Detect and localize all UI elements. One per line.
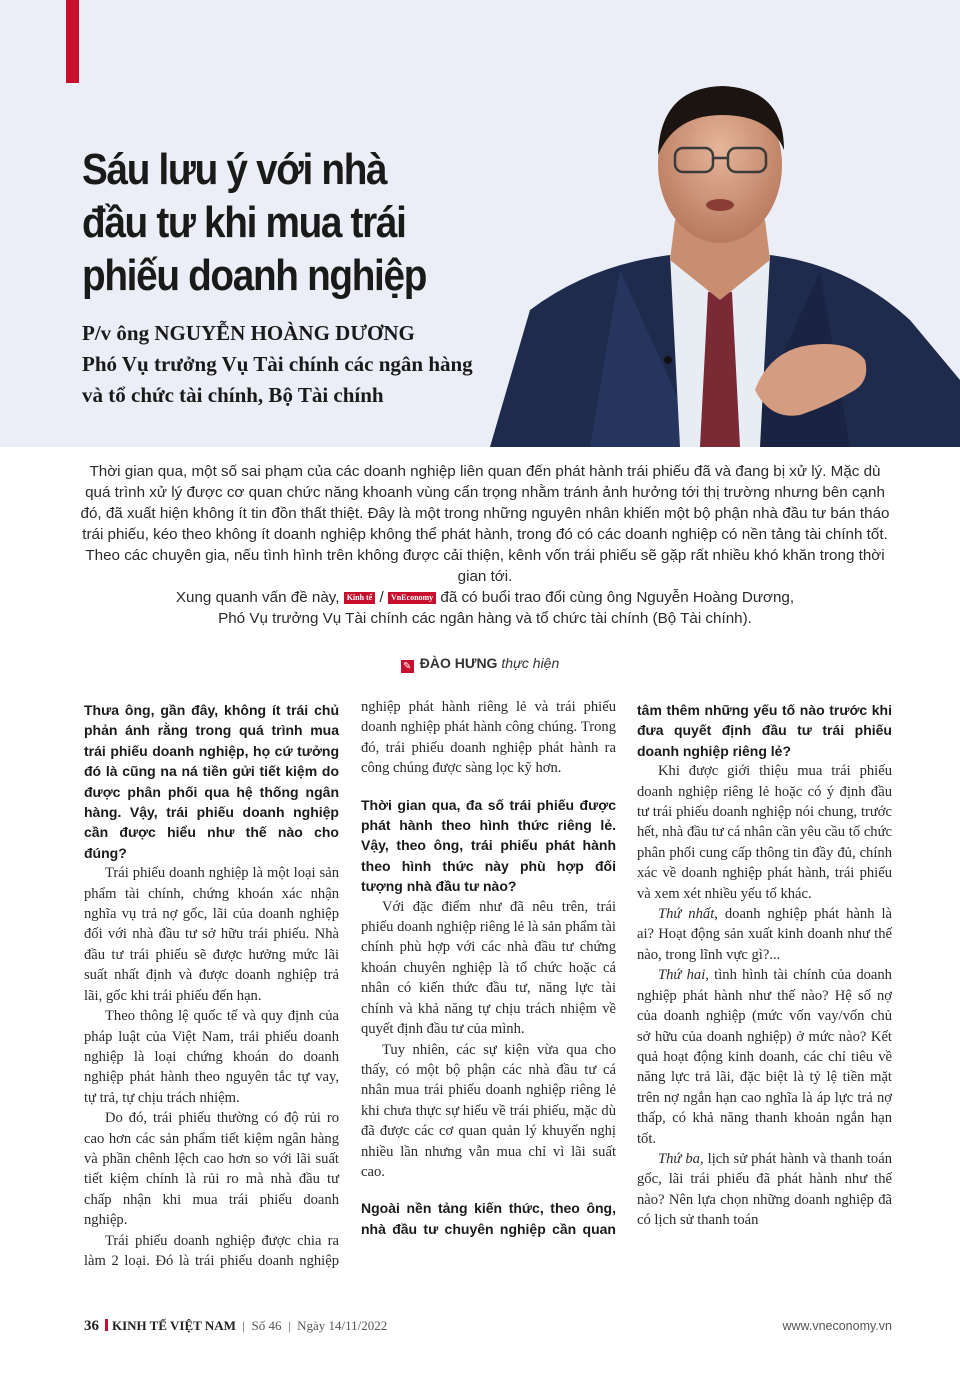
accent-bar xyxy=(66,0,79,83)
vneconomy-logo: VnEconomy xyxy=(388,592,436,604)
answer-1-paragraph-2: Theo thông lệ quốc tế và quy định của pháp luật của Việt Nam, trái phiếu doanh nghiệp là loại chứng khoán do doanh nghiệp phát hành theo nguyên tắc tự vay, tự trả, tự chịu trách nhiệm. xyxy=(84,1008,339,1106)
answer-3-paragraph-2: Thứ nhất, doanh nghiệp phát hành là ai? Hoạt động sản xuất kinh doanh như thế nào, trong lĩnh vực gì?... xyxy=(637,906,892,963)
column-2 xyxy=(361,697,616,1239)
answer-1-paragraph-4: Trái phiếu doanh nghiệp được chia ra làm 2 loại. Đó là trái phiếu doanh nghiệp xyxy=(84,1232,339,1269)
interviewee-photo xyxy=(470,60,960,447)
question-1: Thưa ông, gần đây, không ít trái chủ phản ánh rằng trong quá trình mua trái phiếu doanh nghiệp, họ cứ tưởng đó là cũng na ná tiền gửi tiết kiệm do được phân phối qua hệ thống ngân hàng. Vậy, trái phiếu doanh nghiệp cần được hiểu như thế nào cho đúng? xyxy=(84,702,339,861)
lead-paragraph xyxy=(80,461,890,629)
answer-2-paragraph-2: Tuy nhiên, các sự kiện vừa qua cho thấy, có một bộ phận các nhà đầu tư cá nhân mua trái phiếu doanh nghiệp riêng lẻ khi chưa thực sự hiểu về trái phiếu, mặc dù đã được các cơ quan quản lý khuyến nghị nhiều lần nhưng vẫn mua chỉ vì lãi suất cao. xyxy=(361,1041,616,1180)
answer-1-paragraph-4-cont: nghiệp phát hành riêng lẻ và trái phiếu doanh nghiệp phát hành công chúng. Trong đó, trái phiếu doanh nghiệp phát hành ra công chúng được sàng lọc kỹ hơn. xyxy=(361,699,616,777)
kinh-te-logo: Kinh tế xyxy=(344,592,376,604)
interviewee-block xyxy=(82,318,502,411)
page-footer: 36 KINH TẾ VIỆT NAM | Số 46 | Ngày 14/11/2022 www.vneconomy.vn xyxy=(84,1318,892,1334)
author-name: ĐÀO HƯNG xyxy=(419,655,498,671)
answer-3-paragraph-4: Thứ ba, lịch sử phát hành và thanh toán gốc, lãi trái phiếu đã phát hành như thế nào? Nên lựa chọn những doanh nghiệp đã có lịch sử thanh toán xyxy=(637,1150,892,1229)
interviewee-title-2: và tổ chức tài chính, Bộ Tài chính xyxy=(82,383,384,407)
interviewee-name: P/v ông NGUYỄN HOÀNG DƯƠNG xyxy=(82,321,415,345)
answer-2-paragraph-1: Với đặc điểm như đã nêu trên, trái phiếu doanh nghiệp riêng lẻ là sản phẩm tài chính phù hợp với các nhà đầu tư chứng khoán chuyên nghiệp là tổ chức hoặc cá nhân có kiến thức đầu tư, năng lực tài chính và khả năng tự chịu trách nhiệm về quyết định đầu tư của mình. xyxy=(361,898,616,1038)
question-3-cont: tâm thêm những yếu tố nào trước khi đưa quyết định đầu tư trái phiếu doanh nghiệp riêng lẻ? xyxy=(637,702,892,759)
article-title: Sáu lưu ý với nhà đầu tư khi mua trái phiếu doanh nghiệp xyxy=(82,145,427,300)
answer-3-paragraph-1: Khi được giới thiệu mua trái phiếu doanh nghiệp riêng lẻ hoặc có ý định đầu tư trái phiếu doanh nghiệp nói chung, trước hết, nhà đầu tư cá nhân cần yêu cầu tổ chức phân phối cung cấp thông tin đầy đủ, chính xác về doanh nghiệp phát hành, trái phiếu và xem xét nhiều yếu tố khác. xyxy=(637,763,892,902)
lead-text: Thời gian qua, một số sai phạm của các doanh nghiệp liên quan đến phát hành trái phiếu đã và đang bị xử lý. Mặc dù quá trình xử lý được cơ quan chức năng khoanh vùng cẩn trọng nhằm tránh ảnh hưởng tới thị trường nhưng bên cạnh đó, đã xuất hiện không ít tin đồn thất thiệt. Đây là một trong những nguyên nhân khiến một bộ phận nhà đầu tư bán tháo trái phiếu, kéo theo không ít doanh nghiệp không thể phát hành, trong đó có các doanh nghiệp có nền tảng tài chính tốt. Theo các chuyên gia, nếu tình hình trên không được cải thiện, kênh vốn trái phiếu sẽ gặp rất nhiều khó khăn trong thời gian tới. xyxy=(80,463,890,585)
lead-intro: Xung quanh vấn đề này, Kinh tế / VnEconomy đã có buổi trao đổi cùng ông Nguyễn Hoàng Dương, xyxy=(175,589,795,606)
question-2: Thời gian qua, đa số trái phiếu được phát hành theo hình thức riêng lẻ. Vậy, theo ông, trái phiếu phát hành theo hình thức này phù hợp đối tượng nhà đầu tư nào? xyxy=(361,796,616,895)
hero-section xyxy=(0,0,960,447)
lead-intro-2: Phó Vụ trưởng Vụ Tài chính các ngân hàng và tổ chức tài chính (Bộ Tài chính). xyxy=(218,610,752,627)
column-1 xyxy=(84,700,339,1271)
interviewee-title-1: Phó Vụ trưởng Vụ Tài chính các ngân hàng xyxy=(82,352,473,376)
byline xyxy=(0,655,960,673)
author-role: thực hiện xyxy=(501,655,560,671)
answer-3-paragraph-3: Thứ hai, tình hình tài chính của doanh nghiệp phát hành như thế nào? Hệ số nợ của doanh nghiệp (mức vốn vay/vốn chủ sở hữu của doanh nghiệp) ở mức nào? Kết quả hoạt động kinh doanh, các chỉ tiêu về năng lực trả lãi, đặc biệt là tỷ lệ tiền mặt trên nợ ngắn hạn cao nghĩa là áp lực trả nợ thấp, có khả năng thanh khoản ngắn hạn tốt. xyxy=(637,967,892,1147)
answer-1-paragraph-1: Trái phiếu doanh nghiệp là một loại sản phẩm tài chính, chứng khoán xác nhận nghĩa vụ trả nợ gốc, lãi của doanh nghiệp đối với nhà đầu tư sở hữu trái phiếu. Nhà đầu tư trái phiếu sẽ được hưởng mức lãi suất nhất định và được doanh nghiệp trả lãi, gốc khi trái phiếu đến hạn. xyxy=(84,865,339,1004)
answer-1-paragraph-3: Do đó, trái phiếu thường có độ rủi ro cao hơn các sản phẩm tiết kiệm ngân hàng và phần chênh lệch cao hơn so với lãi suất tiết kiệm chính là rủi ro mà nhà đầu tư chấp nhận khi mua trái phiếu doanh nghiệp. xyxy=(84,1110,339,1229)
footer-accent xyxy=(105,1319,108,1331)
issue-date: Ngày 14/11/2022 xyxy=(297,1318,388,1333)
issue-number: Số 46 xyxy=(251,1318,282,1333)
column-3 xyxy=(637,700,892,1231)
question-3: Ngoài nền tảng kiến thức, theo ông, nhà đầu tư chuyên nghiệp cần quan xyxy=(361,1200,616,1237)
website-url: www.vneconomy.vn xyxy=(782,1319,892,1333)
pen-icon: ✎ xyxy=(401,660,414,673)
magazine-name: KINH TẾ VIỆT NAM xyxy=(112,1318,236,1333)
page-number: 36 xyxy=(84,1318,99,1334)
